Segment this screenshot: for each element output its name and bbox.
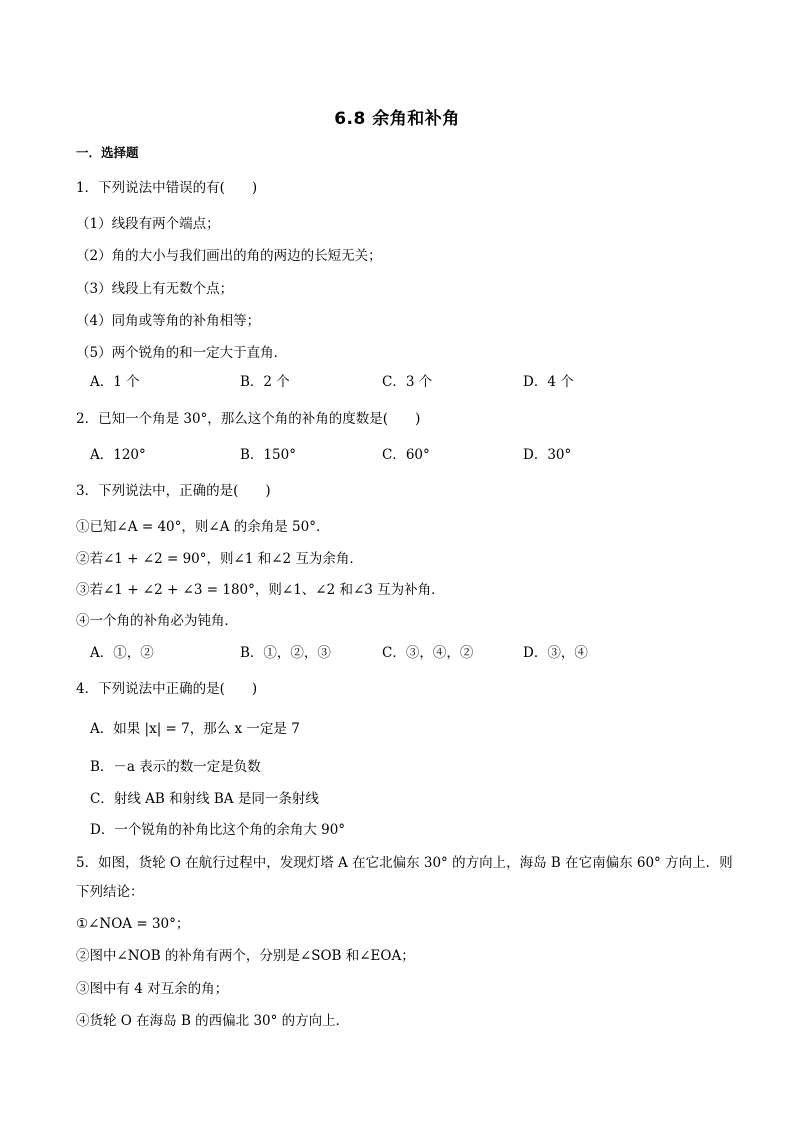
q1-statement: （4）同角或等角的补角相等； xyxy=(76,313,261,329)
question-2-stem: 2．已知一个角是 30°，那么这个角的补角的度数是( ) xyxy=(76,411,421,427)
question-3-stem: 3．下列说法中，正确的是( ) xyxy=(76,483,271,499)
q3-option-b[interactable]: B．①，②，③ xyxy=(240,645,331,661)
q1-statement: （1）线段有两个端点； xyxy=(76,216,220,232)
q1-statement: （5）两个锐角的和一定大于直角． xyxy=(76,345,288,361)
q1-statement: （2）角的大小与我们画出的角的两边的长短无关； xyxy=(76,248,382,264)
q3-option-a[interactable]: A．①，② xyxy=(90,645,154,661)
question-4-stem: 4．下列说法中正确的是( ) xyxy=(76,681,258,697)
q1-statement: （3）线段上有无数个点； xyxy=(76,281,234,297)
section-heading: 一．选择题 xyxy=(76,145,139,160)
q2-option-a[interactable]: A．120° xyxy=(90,447,146,463)
q5-statement: ④货轮 O 在海岛 B 的西偏北 30° 的方向上． xyxy=(76,1013,350,1029)
q5-statement: ①∠NOA = 30°； xyxy=(76,916,190,932)
q5-statement: ②图中∠NOB 的补角有两个，分别是∠SOB 和∠EOA； xyxy=(76,948,415,964)
q2-option-c[interactable]: C．60° xyxy=(382,447,430,463)
question-1-stem: 1．下列说法中错误的有( ) xyxy=(76,180,258,196)
question-5-stem: 5．如图，货轮 O 在航行过程中，发现灯塔 A 在它北偏东 30° 的方向上，海岛 B 在它南偏东 60° 方向上．则 xyxy=(76,855,733,871)
q3-statement: ②若∠1 + ∠2 = 90°，则∠1 和∠2 互为余角． xyxy=(76,551,363,567)
q1-option-d[interactable]: D．4 个 xyxy=(523,374,574,390)
q3-option-d[interactable]: D．③，④ xyxy=(523,645,588,661)
q3-statement: ①已知∠A = 40°，则∠A 的余角是 50°． xyxy=(76,519,330,535)
q2-options xyxy=(90,445,690,465)
q4-option-c[interactable]: C．射线 AB 和射线 BA 是同一条射线 xyxy=(90,791,319,807)
q4-option-a[interactable]: A．如果 |x| = 7，那么 x 一定是 7 xyxy=(90,721,300,737)
q3-option-c[interactable]: C．③，④，② xyxy=(382,645,474,661)
q1-option-a[interactable]: A．1 个 xyxy=(90,374,140,390)
q3-options xyxy=(90,643,690,663)
q4-option-d[interactable]: D．一个锐角的补角比这个角的余角大 90° xyxy=(90,822,346,838)
question-5-stem-cont: 下列结论： xyxy=(76,884,144,900)
q3-statement: ③若∠1 + ∠2 + ∠3 = 180°，则∠1、∠2 和∠3 互为补角． xyxy=(76,582,445,598)
q1-option-b[interactable]: B．2 个 xyxy=(240,374,290,390)
q2-option-d[interactable]: D．30° xyxy=(523,447,572,463)
q4-option-b[interactable]: B．－a 表示的数一定是负数 xyxy=(90,759,261,775)
q1-option-c[interactable]: C．3 个 xyxy=(382,374,433,390)
q3-statement: ④一个角的补角必为钝角． xyxy=(76,613,238,629)
q5-statement: ③图中有 4 对互余的角； xyxy=(76,981,229,997)
q2-option-b[interactable]: B．150° xyxy=(240,447,296,463)
q1-options xyxy=(90,372,690,392)
page-title: 6.8 余角和补角 xyxy=(334,109,460,129)
